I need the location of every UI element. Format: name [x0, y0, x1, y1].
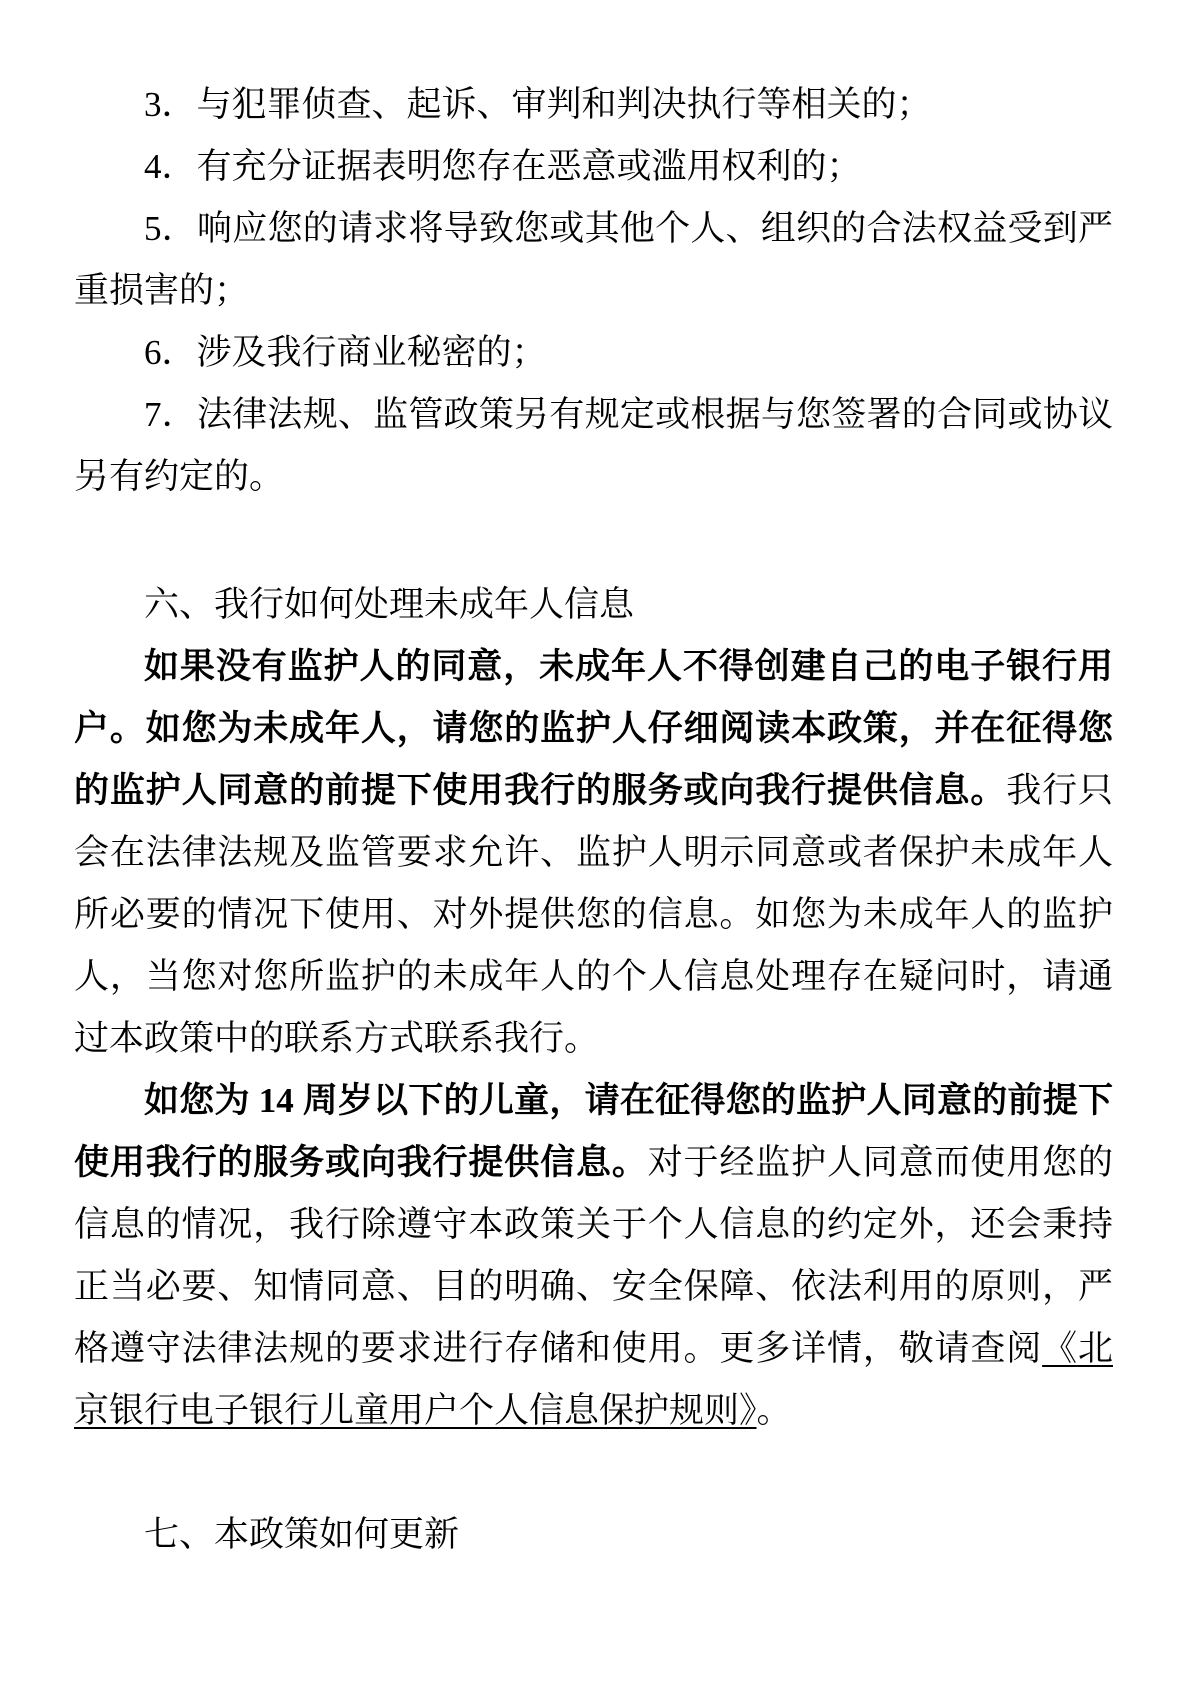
section-six-paragraph-1 [74, 636, 1113, 1070]
list-item-4 [74, 136, 1113, 198]
section-six-heading: 六、我行如何处理未成年人信息 [144, 585, 635, 624]
list-item-7-number: 7． [144, 395, 197, 434]
list-item-5-number: 5． [144, 209, 197, 248]
list-item-3-text: 与犯罪侦查、起诉、审判和判决执行等相关的； [196, 85, 932, 124]
list-item-6-text: 涉及我行商业秘密的； [196, 333, 547, 372]
children-privacy-rules-link[interactable]: 《北京银行电子银行儿童用户个人信息保护规则》 [74, 1329, 1113, 1430]
children-under-14-regular-text: 对于经监护人同意而使用您的信息的情况，我行除遵守本政策关于个人信息的约定外，还会秉持正当必要、知情同意、目的明确、安全保障、依法利用的原则，严格遵守法律法规的要求进行存储和使用。更多详情，敬请查阅 [74, 1143, 1113, 1368]
minors-consent-bold-text: 如果没有监护人的同意，未成年人不得创建自己的电子银行用户。如您为未成年人，请您的监护人仔细阅读本政策，并在征得您的监护人同意的前提下使用我行的服务或向我行提供信息。 [74, 647, 1113, 810]
list-item-5 [74, 198, 1113, 322]
list-item-7-text: 法律法规、监管政策另有规定或根据与您签署的合同或协议另有约定的。 [74, 395, 1113, 496]
list-item-3 [74, 74, 1113, 136]
list-item-5-text: 响应您的请求将导致您或其他个人、组织的合法权益受到严重损害的； [74, 209, 1113, 310]
after-link-period: 。 [756, 1391, 792, 1430]
minors-consent-regular-text: 我行只会在法律法规及监管要求允许、监护人明示同意或者保护未成年人所必要的情况下使用、对外提供您的信息。如您为未成年人的监护人，当您对您所监护的未成年人的个人信息处理存在疑问时，请通过本政策中的联系方式联系我行。 [74, 771, 1113, 1058]
children-under-14-bold-text: 如您为 14 周岁以下的儿童，请在征得您的监护人同意的前提下使用我行的服务或向我行提供信息。 [74, 1081, 1113, 1182]
list-item-4-text: 有充分证据表明您存在恶意或滥用权利的； [196, 147, 862, 186]
section-six-paragraph-2 [74, 1070, 1113, 1442]
list-item-7 [74, 384, 1113, 508]
list-item-6 [74, 322, 1113, 384]
list-item-3-number: 3． [144, 85, 197, 124]
list-item-4-number: 4． [144, 147, 197, 186]
section-seven-heading: 七、本政策如何更新 [144, 1515, 460, 1554]
list-item-6-number: 6． [144, 333, 197, 372]
